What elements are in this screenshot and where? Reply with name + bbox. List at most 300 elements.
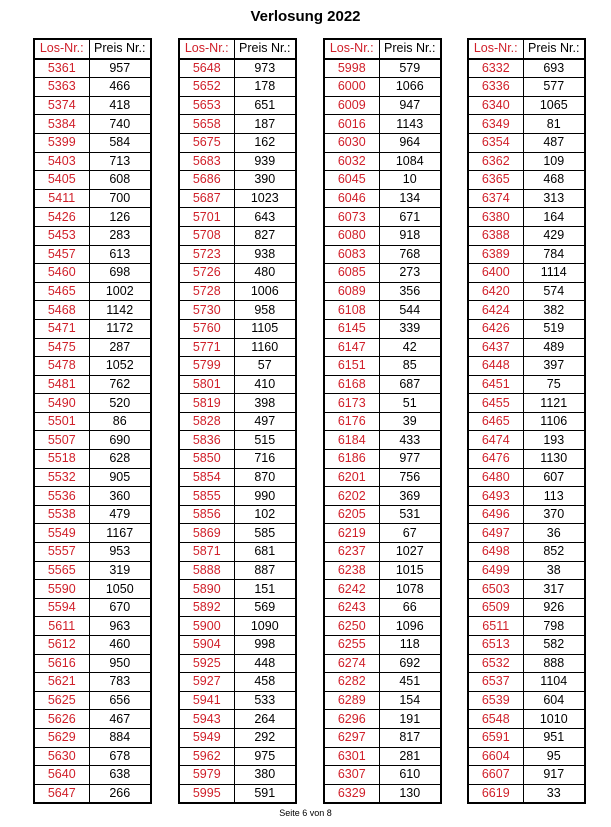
los-number: 5490 — [34, 394, 89, 413]
los-number: 5611 — [34, 617, 89, 636]
prize-number: 692 — [379, 654, 441, 673]
los-number: 5594 — [34, 598, 89, 617]
table-row — [179, 450, 296, 469]
table-row — [34, 691, 151, 710]
table-row — [179, 561, 296, 580]
table-row — [468, 524, 585, 543]
table-row — [324, 468, 441, 487]
prize-number: 953 — [89, 543, 151, 562]
table-row — [324, 96, 441, 115]
table-row — [34, 78, 151, 97]
prize-number: 193 — [523, 431, 585, 450]
table-row — [468, 115, 585, 134]
table-row — [34, 96, 151, 115]
los-number: 6499 — [468, 561, 523, 580]
prize-number: 164 — [523, 208, 585, 227]
los-number: 6498 — [468, 543, 523, 562]
table-row — [179, 264, 296, 283]
prize-number: 51 — [379, 394, 441, 413]
los-number: 5653 — [179, 96, 234, 115]
prize-number: 154 — [379, 691, 441, 710]
table-row — [324, 133, 441, 152]
table-row — [34, 412, 151, 431]
los-number: 5726 — [179, 264, 234, 283]
prize-number: 10 — [379, 171, 441, 190]
prize-number: 670 — [89, 598, 151, 617]
prize-number: 57 — [234, 357, 296, 376]
los-number: 6032 — [324, 152, 379, 171]
los-number: 5616 — [34, 654, 89, 673]
los-number: 6073 — [324, 208, 379, 227]
page-title: Verlosung 2022 — [250, 8, 361, 25]
prize-number: 1023 — [234, 189, 296, 208]
prize-number: 531 — [379, 505, 441, 524]
prize-number: 643 — [234, 208, 296, 227]
los-number: 6465 — [468, 412, 523, 431]
prize-number: 1114 — [523, 264, 585, 283]
prize-number: 1027 — [379, 543, 441, 562]
table-row — [34, 468, 151, 487]
prize-number: 356 — [379, 282, 441, 301]
prize-number: 1160 — [234, 338, 296, 357]
prize-number: 67 — [379, 524, 441, 543]
prize-number: 951 — [523, 728, 585, 747]
los-number: 5836 — [179, 431, 234, 450]
prize-number: 451 — [379, 673, 441, 692]
prize-number: 905 — [89, 468, 151, 487]
los-number: 5361 — [34, 59, 89, 78]
table-row — [468, 375, 585, 394]
table-row — [179, 580, 296, 599]
prize-number: 651 — [234, 96, 296, 115]
table-row — [34, 450, 151, 469]
table-row — [179, 487, 296, 506]
los-number: 5998 — [324, 59, 379, 78]
table-row — [468, 301, 585, 320]
table-row — [179, 282, 296, 301]
table-row — [324, 598, 441, 617]
table-row — [34, 728, 151, 747]
table-row — [468, 691, 585, 710]
header-preis-nr: Preis Nr.: — [523, 39, 585, 59]
los-number: 5629 — [34, 728, 89, 747]
los-number: 5426 — [34, 208, 89, 227]
prize-number: 958 — [234, 301, 296, 320]
los-number: 5465 — [34, 282, 89, 301]
los-number: 5399 — [34, 133, 89, 152]
los-number: 5468 — [34, 301, 89, 320]
table-row — [34, 543, 151, 562]
table-row — [179, 728, 296, 747]
los-number: 5686 — [179, 171, 234, 190]
los-number: 5856 — [179, 505, 234, 524]
los-number: 6537 — [468, 673, 523, 692]
los-number: 5941 — [179, 691, 234, 710]
los-number: 6289 — [324, 691, 379, 710]
los-number: 6451 — [468, 375, 523, 394]
prize-number: 86 — [89, 412, 151, 431]
los-number: 6045 — [324, 171, 379, 190]
prize-number: 515 — [234, 431, 296, 450]
prize-number: 397 — [523, 357, 585, 376]
table-row — [324, 338, 441, 357]
los-number: 5683 — [179, 152, 234, 171]
prize-number: 926 — [523, 598, 585, 617]
table-row — [34, 338, 151, 357]
los-number: 5869 — [179, 524, 234, 543]
prize-number: 533 — [234, 691, 296, 710]
los-number: 5507 — [34, 431, 89, 450]
los-number: 5647 — [34, 784, 89, 803]
table-row — [468, 59, 585, 78]
prize-number: 266 — [89, 784, 151, 803]
table-row — [34, 598, 151, 617]
table-row — [34, 319, 151, 338]
table-row — [179, 617, 296, 636]
prize-number: 339 — [379, 319, 441, 338]
los-number: 5728 — [179, 282, 234, 301]
prize-number: 109 — [523, 152, 585, 171]
table-row — [34, 784, 151, 803]
prize-number: 264 — [234, 710, 296, 729]
table-row — [34, 115, 151, 134]
table-row — [324, 636, 441, 655]
prize-number: 390 — [234, 171, 296, 190]
prize-number: 608 — [89, 171, 151, 190]
lot-table-1 — [33, 38, 152, 804]
prize-number: 585 — [234, 524, 296, 543]
table-row — [179, 226, 296, 245]
table-row — [468, 636, 585, 655]
table-header-row — [34, 39, 151, 59]
prize-number: 610 — [379, 766, 441, 785]
los-number: 5819 — [179, 394, 234, 413]
los-number: 6168 — [324, 375, 379, 394]
los-number: 5701 — [179, 208, 234, 227]
prize-number: 973 — [234, 59, 296, 78]
los-number: 6354 — [468, 133, 523, 152]
prize-number: 681 — [234, 543, 296, 562]
table-row — [179, 673, 296, 692]
prize-number: 1105 — [234, 319, 296, 338]
table-row — [324, 543, 441, 562]
table-row — [34, 505, 151, 524]
los-number: 5475 — [34, 338, 89, 357]
prize-number: 313 — [523, 189, 585, 208]
table-row — [324, 617, 441, 636]
los-number: 6016 — [324, 115, 379, 134]
prize-number: 887 — [234, 561, 296, 580]
table-row — [34, 747, 151, 766]
table-row — [324, 115, 441, 134]
los-number: 6400 — [468, 264, 523, 283]
prize-number: 939 — [234, 152, 296, 171]
los-number: 6340 — [468, 96, 523, 115]
table-row — [324, 394, 441, 413]
table-row — [324, 505, 441, 524]
table-row — [324, 728, 441, 747]
table-row — [324, 654, 441, 673]
prize-number: 613 — [89, 245, 151, 264]
prize-number: 369 — [379, 487, 441, 506]
prize-number: 448 — [234, 654, 296, 673]
los-number: 6083 — [324, 245, 379, 264]
prize-number: 95 — [523, 747, 585, 766]
header-los-nr: Los-Nr.: — [324, 39, 379, 59]
prize-number: 628 — [89, 450, 151, 469]
prize-number: 1078 — [379, 580, 441, 599]
prize-number: 957 — [89, 59, 151, 78]
table-row — [34, 617, 151, 636]
los-number: 6184 — [324, 431, 379, 450]
los-number: 5799 — [179, 357, 234, 376]
prize-number: 693 — [523, 59, 585, 78]
prize-number: 187 — [234, 115, 296, 134]
prize-number: 273 — [379, 264, 441, 283]
los-number: 6332 — [468, 59, 523, 78]
table-row — [179, 59, 296, 78]
table-row — [34, 301, 151, 320]
table-row — [468, 245, 585, 264]
table-row — [468, 617, 585, 636]
los-number: 5925 — [179, 654, 234, 673]
los-number: 5403 — [34, 152, 89, 171]
table-row — [179, 412, 296, 431]
prize-number: 398 — [234, 394, 296, 413]
table-row — [34, 561, 151, 580]
prize-number: 178 — [234, 78, 296, 97]
los-number: 6307 — [324, 766, 379, 785]
table-row — [324, 747, 441, 766]
prize-number: 884 — [89, 728, 151, 747]
los-number: 6380 — [468, 208, 523, 227]
los-number: 6329 — [324, 784, 379, 803]
table-row — [468, 78, 585, 97]
los-number: 5900 — [179, 617, 234, 636]
los-number: 5760 — [179, 319, 234, 338]
los-number: 5363 — [34, 78, 89, 97]
table-row — [34, 580, 151, 599]
prize-number: 113 — [523, 487, 585, 506]
prize-number: 36 — [523, 524, 585, 543]
table-row — [34, 208, 151, 227]
los-number: 6365 — [468, 171, 523, 190]
table-row — [324, 208, 441, 227]
prize-number: 716 — [234, 450, 296, 469]
table-row — [324, 301, 441, 320]
table-row — [324, 78, 441, 97]
los-number: 5771 — [179, 338, 234, 357]
los-number: 5850 — [179, 450, 234, 469]
table-row — [34, 152, 151, 171]
prize-number: 698 — [89, 264, 151, 283]
table-row — [179, 171, 296, 190]
los-number: 5384 — [34, 115, 89, 134]
prize-number: 1006 — [234, 282, 296, 301]
table-row — [468, 208, 585, 227]
table-row — [468, 319, 585, 338]
los-number: 6604 — [468, 747, 523, 766]
los-number: 5411 — [34, 189, 89, 208]
los-number: 5612 — [34, 636, 89, 655]
table-row — [324, 245, 441, 264]
table-row — [324, 450, 441, 469]
los-number: 6282 — [324, 673, 379, 692]
prize-number: 162 — [234, 133, 296, 152]
lot-table-3 — [323, 38, 442, 804]
table-row — [34, 636, 151, 655]
los-number: 6426 — [468, 319, 523, 338]
los-number: 6080 — [324, 226, 379, 245]
prize-number: 1052 — [89, 357, 151, 376]
table-row — [468, 338, 585, 357]
los-number: 5457 — [34, 245, 89, 264]
table-row — [324, 226, 441, 245]
los-number: 5890 — [179, 580, 234, 599]
los-number: 5949 — [179, 728, 234, 747]
table-row — [34, 431, 151, 450]
los-number: 5518 — [34, 450, 89, 469]
table-row — [34, 766, 151, 785]
los-number: 6509 — [468, 598, 523, 617]
los-number: 5471 — [34, 319, 89, 338]
prize-number: 950 — [89, 654, 151, 673]
prize-number: 638 — [89, 766, 151, 785]
prize-number: 964 — [379, 133, 441, 152]
prize-number: 118 — [379, 636, 441, 655]
prize-number: 33 — [523, 784, 585, 803]
table-row — [468, 543, 585, 562]
prize-number: 762 — [89, 375, 151, 394]
table-row — [324, 152, 441, 171]
los-number: 5855 — [179, 487, 234, 506]
table-row — [179, 691, 296, 710]
prize-number: 380 — [234, 766, 296, 785]
prize-number: 497 — [234, 412, 296, 431]
table-row — [179, 654, 296, 673]
los-number: 5501 — [34, 412, 89, 431]
los-number: 6297 — [324, 728, 379, 747]
los-number: 5374 — [34, 96, 89, 115]
los-number: 5904 — [179, 636, 234, 655]
los-number: 6476 — [468, 450, 523, 469]
los-number: 5536 — [34, 487, 89, 506]
prize-number: 102 — [234, 505, 296, 524]
header-preis-nr: Preis Nr.: — [234, 39, 296, 59]
table-row — [324, 524, 441, 543]
prize-number: 42 — [379, 338, 441, 357]
los-number: 6202 — [324, 487, 379, 506]
los-number: 6437 — [468, 338, 523, 357]
prize-number: 817 — [379, 728, 441, 747]
los-number: 5630 — [34, 747, 89, 766]
prize-number: 604 — [523, 691, 585, 710]
table-row — [468, 96, 585, 115]
prize-number: 433 — [379, 431, 441, 450]
prize-number: 319 — [89, 561, 151, 580]
los-number: 5943 — [179, 710, 234, 729]
table-row — [179, 189, 296, 208]
prize-number: 520 — [89, 394, 151, 413]
los-number: 6448 — [468, 357, 523, 376]
table-row — [468, 784, 585, 803]
prize-number: 292 — [234, 728, 296, 747]
prize-number: 382 — [523, 301, 585, 320]
table-row — [34, 189, 151, 208]
los-number: 6480 — [468, 468, 523, 487]
los-number: 6176 — [324, 412, 379, 431]
prize-number: 1142 — [89, 301, 151, 320]
table-row — [34, 673, 151, 692]
los-number: 6219 — [324, 524, 379, 543]
prize-number: 947 — [379, 96, 441, 115]
prize-number: 1143 — [379, 115, 441, 134]
prize-number: 360 — [89, 487, 151, 506]
los-number: 6474 — [468, 431, 523, 450]
los-number: 6145 — [324, 319, 379, 338]
table-row — [324, 189, 441, 208]
los-number: 5625 — [34, 691, 89, 710]
table-row — [179, 543, 296, 562]
los-number: 6374 — [468, 189, 523, 208]
los-number: 6009 — [324, 96, 379, 115]
table-row — [324, 264, 441, 283]
los-number: 6532 — [468, 654, 523, 673]
los-number: 6089 — [324, 282, 379, 301]
table-row — [34, 171, 151, 190]
los-number: 6173 — [324, 394, 379, 413]
table-row — [468, 264, 585, 283]
table-row — [324, 766, 441, 785]
prize-number: 700 — [89, 189, 151, 208]
los-number: 6619 — [468, 784, 523, 803]
prize-number: 466 — [89, 78, 151, 97]
prize-number: 687 — [379, 375, 441, 394]
table-row — [324, 487, 441, 506]
los-number: 5962 — [179, 747, 234, 766]
table-row — [324, 357, 441, 376]
table-row — [179, 338, 296, 357]
table-row — [179, 710, 296, 729]
los-number: 5854 — [179, 468, 234, 487]
prize-number: 579 — [379, 59, 441, 78]
table-row — [324, 673, 441, 692]
header-los-nr: Los-Nr.: — [179, 39, 234, 59]
prize-number: 418 — [89, 96, 151, 115]
prize-number: 977 — [379, 450, 441, 469]
prize-number: 591 — [234, 784, 296, 803]
table-row — [179, 784, 296, 803]
los-number: 6274 — [324, 654, 379, 673]
los-number: 6186 — [324, 450, 379, 469]
los-number: 6242 — [324, 580, 379, 599]
los-number: 6503 — [468, 580, 523, 599]
los-number: 5652 — [179, 78, 234, 97]
table-row — [179, 115, 296, 134]
table-row — [324, 375, 441, 394]
los-number: 5626 — [34, 710, 89, 729]
table-row — [324, 282, 441, 301]
prize-number: 126 — [89, 208, 151, 227]
los-number: 5687 — [179, 189, 234, 208]
los-number: 5565 — [34, 561, 89, 580]
prize-number: 888 — [523, 654, 585, 673]
prize-number: 134 — [379, 189, 441, 208]
los-number: 5648 — [179, 59, 234, 78]
prize-number: 656 — [89, 691, 151, 710]
prize-number: 519 — [523, 319, 585, 338]
prize-number: 963 — [89, 617, 151, 636]
